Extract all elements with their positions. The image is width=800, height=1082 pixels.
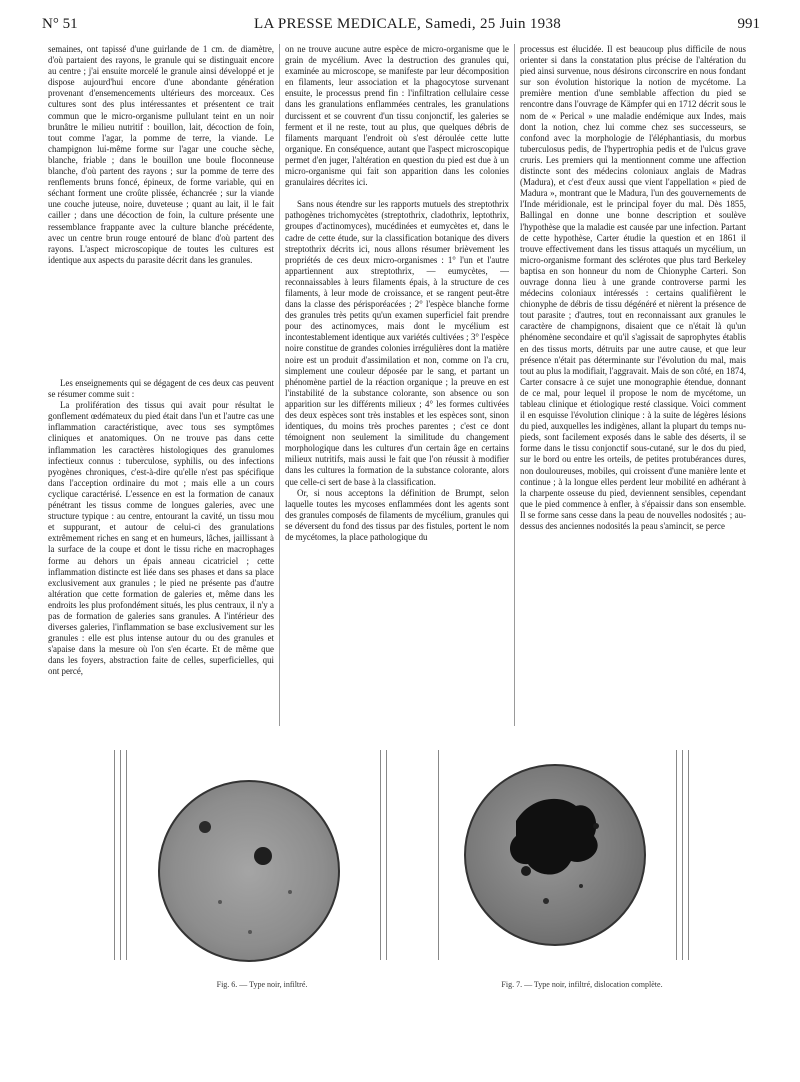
frame-line: [386, 750, 387, 960]
column-rule: [514, 44, 515, 726]
column-2: [285, 44, 509, 726]
frame-line: [438, 750, 439, 960]
frame-line: [120, 750, 121, 960]
frame-line: [380, 750, 381, 960]
paragraph: Or, si nous acceptons la définition de Brumpt, selon laquelle toutes les mycoses enflammées dont les agents sont des granules composés de filaments de mycélium, granules qui se déversent du fond des tissus par des fistules, portent le nom de mycétomes, la place pathologique du: [285, 487, 509, 543]
paragraph: Les enseignements qui se dégagent de ces deux cas peuvent se résumer comme suit :: [48, 378, 274, 400]
column-3: [520, 44, 746, 726]
issue-number: N° 51: [42, 15, 78, 32]
column-1: [48, 44, 274, 364]
paragraph: on ne trouve aucune autre espèce de micro-organisme que le grain de mycélium. Avec la destruction des granules qui, examinée au microscope, se manifeste par leur décomposition en filaments, leur association et la phagocytose survenant ensuite, le processus prend fin : l'infiltration cellulaire cesse dans les granulations enflammées centrales, les granulations durcissent et se couvrent d'un tissu conjonctif, les galeries se ferment et il ne reste, tout au plus, que quelques débris de filaments marquant l'endroit où s'est déroulée cette lutte organique. En conséquence, autant que l'aspect microscopique permet d'en juger, l'altération en question du pied est due à un micro-organisme qui fait son apparition dans les colonies granulaires décrites ici.: [285, 44, 509, 188]
column-rule: [279, 44, 280, 726]
figure-caption: Fig. 6. — Type noir, infiltré.: [216, 980, 308, 989]
figure-caption: Fig. 7. — Type noir, infiltré, dislocation complète.: [501, 980, 663, 989]
frame-line: [676, 750, 677, 960]
paragraph: semaines, ont tapissé d'une guirlande de 1 cm. de diamètre, d'où partaient des rayons, le granule qui se distinguait encore au centre ; j'ai ensuite morcelé le granule ainsi développé et je dispose aujourd'hui encore d'une abondante génération provenant d'ensemencements ultérieurs des morceaux. Ces cultures sont des plus intéressantes et présentent ce trait commun que le micro-organisme pullulant teint en un noir brunâtre le milieu nutritif : bouillon, lait, décoction de foin, tout comme l'agar, la pomme de terre, la viande. Le champignon lui-même forme sur l'agar une couche sèche, blanche, friable ; dans le bouillon une boule floconneuse blanche, d'où partent des rayons ; sur la pomme de terre des renflements bruns foncé, épineux, de forme variable, qui en séchant forment une croûte plissée, échancrée ; sur la viande une couche juteuse, noire, duveteuse ; quant au lait, il le fait cailler ; dans une décoction de foin, la culture présente une ressemblance frappante avec la culture blanche précédente, avec un centre brun rouge entouré de blanc d'où partent des rayons. L'aspect microscopique de toutes les cultures est identique aux aspects du parasite décrit dans les granules.: [48, 44, 274, 265]
paragraph: processus est élucidée. Il est beaucoup plus difficile de nous orienter si dans la constatation plus précise de l'altération du pied ainsi survenue, nous désirons circonscrire en nous fondant sur son évolution historique la notion de mycétome. La première mention d'une semblable affection du pied se rencontre dans l'ouvrage de Kämpfer qui en 1712 décrit sous le nom de « Perical » une maladie endémique aux Indes, mais dont la notion, chez lui comme chez ses successeurs, se confond avec la morphologie de l'éléphantiasis, du morbus tuberculosus pedis, de l'hypertrophia pedis et de l'ulcus grave cruris. Les premiers qui la mentionnent comme une affection distincte sont des médecins coloniaux anglais de Madras (Madura), et c'est d'eux aussi que vient l'appellation « pied de Madura », montrant que le Madura, l'un des gouvernements de l'Inde méridionale, est le principal foyer du mal. Dès 1855, Ballingal en donne une bonne description et soulève l'hypothèse que la maladie est causée par une infection. Partant de cette hypothèse, Carter étudie la question et en 1861 il trouve effectivement dans les tissus attaqués un mycélium, un micro-organisme formant des sclérotes que plus tard Berkeley baptisa en son honneur du nom de Chionyphe Carteri. Son ouvrage donna lieu à une grande controverse parmi les médecins coloniaux intéressés : certains qualifièrent le chionyphe de débris de tissu dégénéré et nièrent la présence de tout parasite ; d'autres, tout en reconnaissant aux granules le caractère de champignons, disaient que ce n'était là qu'un phénomène secondaire et qu'il s'agissait de saprophytes établis en des tissus morts, détruits par une autre cause, et que leur présence n'était pas déterminante sur l'évolution du mal, mais tout au plus la modifiait, l'aggravait. Mais de son côté, en 1874, Carter consacre à ce sujet une monographie étendue, donnant de ce mal, pour lequel il propose le nom de mycétome, un tableau clinique et étiologique resté classique. Voici comment il en esquisse l'évolution clinique : à la suite de légères lésions du pied, auxquelles les indigènes, allant la plupart du temps nu-pieds, sont facilement exposés dans le sable des déserts, il se forme dans le tissu conjonctif sous-cutané, sur le dos du pied, sur le bord ou entre les orteils, de petites protubérances dures, non douloureuses, mobiles, qui croissent d'une manière lente et continue ; à la longue elles perdent leur mobilité en adhérant à la charpente osseuse du pied, deviennent sensibles, cependant que le pied commence à enfler, à s'épaissir dans son ensemble. Il se forme sans cesse dans la peau de nouvelles nodosités ; au-dessus des anciennes nodosités la peau s'amincit, se perce: [520, 44, 746, 532]
frame-line: [682, 750, 683, 960]
micrograph-plate: [158, 780, 340, 962]
micrograph-image: [466, 766, 644, 944]
frame-line: [114, 750, 115, 960]
page-number: 991: [737, 15, 760, 32]
page-header: [42, 12, 760, 36]
paragraph: Sans nous étendre sur les rapports mutuels des streptothrix pathogènes trichomycètes (streptothrix, cladothrix, leptothrix, groupes d'actinomyces), mucédinées et eumycètes et, dans le cadre de cette étude, sur la classification botanique des divers streptothrix décrits ici, nous allons résumer brièvement les propriétés de ces deux micro-organismes : 1° l'un et l'autre appartiennent aux streptothrix, — eumycètes, — reconnaissables à leurs filaments épais, à la structure de ces filaments, à leur mode de croissance, et se rangent peut-être dans la classe des périsporéacées ; 2° l'espèce blanche forme des granules très petits qu'un examen superficiel fait prendre pour des actinomyces, mais dont le mycélium est incontestablement identique aux variétés cultivées ; 3° l'espèce noire constitue de grandes colonies irrégulières dont la matière noire est un produit d'assimilation et non, comme on l'a cru, simplement une couleur déposée par le sang, et partant un phénomène partiel de la réaction organique ; la preuve en est l'instabilité de la substance colorante, son absence ou son apparition sur les différents milieux ; 4° les formes cultivées des deux espèces sont très instables et les espèces sont, sinon identiques, du moins très proches parentes ; c'est ce dont témoignent non seulement la similitude du changement morphologique dans les cultures d'un certain âge en certains milieux nutritifs, mais aussi le fait que l'on réussit à modifier dans les cultures la formation de la substance colorante, alors que celle-ci sert de base à la classification.: [285, 199, 509, 487]
micrograph-plate: [464, 764, 646, 946]
figure-6: [112, 730, 412, 1080]
column-1-continued: [48, 378, 274, 726]
frame-line: [688, 750, 689, 960]
paragraph: La prolifération des tissus qui avait pour résultat le gonflement œdémateux du pied était dans l'un et l'autre cas une inflammation caractéristique, avec tous ses symptômes cliniques et anatomiques. On ne trouve pas dans cette inflammation les caractères histologiques des granulomes infectieux connus : tuberculose, syphilis, ou des infections pyogènes chroniques, c'est-à-dire qu'elle n'est pas spécifique dans l'acception ordinaire du mot ; mais elle a un cours cyclique caractérisé. L'essence en est la formation de canaux pénétrant les tissus comme de longues galeries, avec une structure typique : au centre, entourant la cavité, un tissu mou et suppurant, et autour de celui-ci des granulations extrêmement riches en sang et en humeurs, lâches, jaillissant à la surface de la coupe et dont le tissu riche en macrophages forme au dehors un épais anneau cicatriciel ; cette inflammation distincte est liée dans ses phases et dans sa place exclusivement aux granules ; le pied ne présente pas d'autre altération que cette formation de galeries et, même dans les endroits les plus profondément situés, les plus centraux, il n'y a pas de formation de galeries sans granules. A l'intérieur des diverses galeries, l'inflammation se base exclusivement sur les granules : elle est plus intense autour du ou des granules et s'apaise dans la mesure où l'on s'en écarte. Et de même que dans les foyers, abstraction faite de celles, superficielles, qui ont percé,: [48, 400, 274, 677]
figure-7: [432, 730, 732, 1080]
journal-title: LA PRESSE MEDICALE, Samedi, 25 Juin 1938: [254, 15, 562, 32]
micrograph-image: [160, 782, 338, 960]
frame-line: [126, 750, 127, 960]
